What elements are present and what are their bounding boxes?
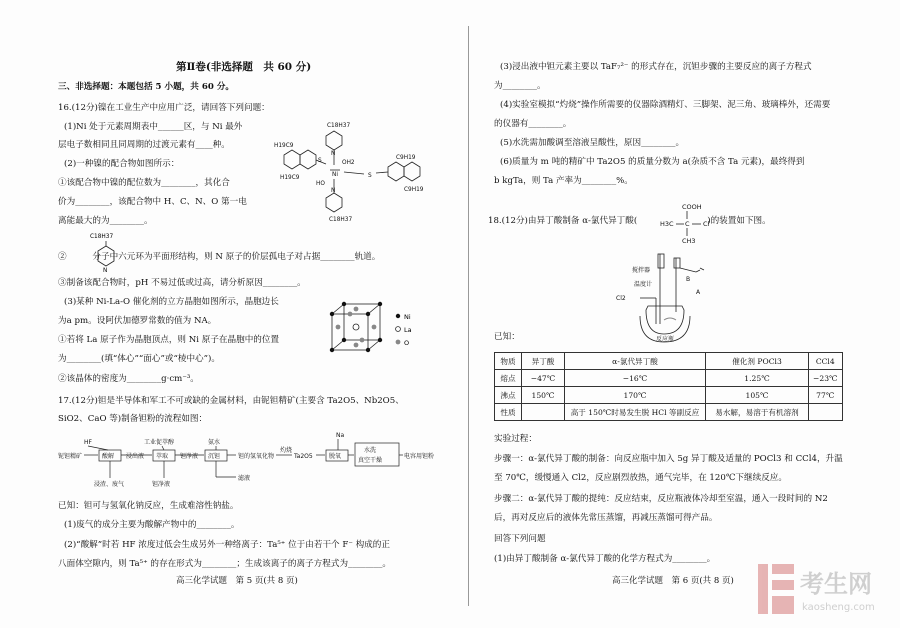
table-cell: 1.25℃ (706, 370, 809, 387)
q16-line1: (1)Ni 处于元素周期表中______区，与 Ni 最外 (64, 122, 243, 132)
step1-line1: 步骤一：α-氯代异丁酸的制备：向反应瓶中加入 5g 异丁酸及适量的 POCl3 和 CCl4，升温 (494, 454, 843, 464)
properties-table (494, 352, 843, 421)
table-cell: 沸点 (495, 387, 522, 404)
q16-line12: 为________(填“体心”“面心”或“棱中心”)。 (58, 354, 220, 364)
table-header-cell: 催化剂 POCl3 (706, 353, 809, 370)
app-thermo: 温度计 (634, 281, 653, 288)
mol-c9h19-bot: C9H19 (404, 187, 424, 193)
legend-o: O (404, 339, 410, 347)
table-header-cell: CCl4 (809, 353, 843, 370)
reaction-apparatus (604, 252, 724, 344)
table-cell: −16℃ (565, 370, 706, 387)
answer-1: (1)由异丁酸制备 α-氯代异丁酸的化学方程式为________。 (494, 554, 716, 564)
table-header-row (495, 353, 843, 370)
answer-label: 回答下列问题 (494, 534, 546, 544)
flow-leach-liq: 浸出液 (126, 453, 145, 460)
table-row (495, 404, 843, 421)
q16-line10: 为a pm。设阿伏加德罗常数的值为 NA。 (58, 316, 217, 326)
crystal-cell-diagram (326, 298, 444, 362)
app-a: A (696, 289, 701, 296)
q17-right-line4: 的仪器有________。 (494, 119, 572, 129)
table-cell: 高于 150℃时易发生脱 HCl 等副反应 (565, 404, 706, 421)
flow-filtrate: 滤液 (238, 475, 251, 482)
flow-wash: 水洗 (364, 447, 377, 454)
pyridine-structure (86, 228, 126, 274)
pyridine-n: N (103, 268, 108, 274)
table-row (495, 370, 843, 387)
table-cell: 性质 (495, 404, 522, 421)
table-cell: −47℃ (522, 370, 565, 387)
mol-s-right: S (368, 173, 372, 179)
flow-ext-agent: 工业促萃醇 (144, 439, 175, 446)
q17-right-line6: (6)质量为 m 吨的精矿中 Ta2O5 的质量分数为 a(杂质不含 Ta 元素)，最终得到 (500, 157, 805, 167)
step2-line2: 后，再对反应后的液体先常压蒸馏，再减压蒸馏可得产品。 (494, 513, 718, 523)
legend-la: La (404, 326, 412, 334)
nickel-complex-structure (270, 117, 440, 225)
q16-line2: 层电子数相同且同周期的过渡元素有____种。 (58, 140, 230, 150)
mol-s-left: S (318, 158, 322, 164)
app-stirrer: 搅拌器 (632, 267, 651, 274)
kaosheng-watermark-logo (752, 556, 892, 622)
formula-ch3: CH3 (682, 237, 696, 245)
table-cell: 105℃ (706, 387, 809, 404)
q17-line1: 已知：钽可与氢氧化钠反应，生成难溶性钠盐。 (58, 501, 239, 511)
left-footer: 高三化学试题 第 5 页(共 8 页) (176, 576, 298, 586)
right-footer: 高三化学试题 第 6 页(共 8 页) (612, 576, 734, 586)
q16-line8: ③制备该配合物时，pH 不易过低或过高，请分析原因________。 (58, 278, 306, 288)
flow-raffinate: 钽净液 (180, 453, 199, 460)
table-row (495, 387, 843, 404)
flow-ore: 铌钽精矿 (58, 453, 83, 460)
part-heading: 三、非选择题：本题包括 5 小题，共 60 分。 (58, 82, 235, 92)
legend-ni: Ni (404, 313, 411, 321)
table-header-cell: 物质 (495, 353, 522, 370)
column-divider (468, 26, 469, 606)
q17-stem2: SiO2、CaO 等)制备钽粉的流程如图： (58, 414, 208, 424)
app-cl2: Cl2 (616, 295, 626, 302)
table-cell (522, 404, 565, 421)
flow-hf: HF (84, 439, 92, 446)
q18-stem-b: )的装置如下图。 (707, 216, 771, 226)
table-header-cell: α-氯代异丁酸 (565, 353, 706, 370)
q17-right-line2: 为________。 (494, 81, 546, 91)
q18-stem (488, 214, 771, 229)
pyridine-label: C18H37 (90, 234, 114, 240)
mol-c9h19-top: C9H19 (396, 155, 416, 161)
exp-label: 实验过程： (494, 434, 537, 444)
flow-raff-waste: 钽净液 (152, 481, 171, 488)
watermark-cn: 考生网 (800, 570, 872, 598)
app-b: B (686, 276, 691, 283)
q16-line4: ①该配合物中镍的配位数为________，其化合 (58, 178, 230, 188)
q17-right-line1: (3)浸出液中钽元素主要以 TaF₇²⁻ 的形式存在，沉钽步骤的主要反应的离子方程式 (500, 62, 812, 72)
process-flow-diagram (58, 428, 438, 496)
table-cell: 易水解，易溶于有机溶剂 (706, 404, 809, 421)
flow-burn: 灼烧 (280, 447, 293, 454)
flow-ta2o5: Ta2O5 (294, 453, 313, 460)
q17-line4: 八面体空隙内，则 Ta⁵⁺ 的存在形式为________；生成该离子的离子方程式为________。 (58, 559, 392, 569)
q16-line13: ②该晶体的密度为________g·cm⁻³。 (58, 374, 199, 384)
mol-ni: Ni (332, 172, 338, 178)
flow-product: 电容用钽粉 (404, 453, 435, 460)
formula-cl: Cl (703, 220, 710, 228)
q17-stem: 17.(12分)钽是半导体和军工不可或缺的金属材料，由铌钽精矿(主要含 Ta2O5、Nb2O5、 (58, 396, 404, 406)
q16-line9: (3)某种 Ni-La-O 催化剂的立方晶胞如图所示，晶胞边长 (64, 297, 279, 307)
formula-c: C (685, 220, 690, 228)
q16-line7: ② 分子中六元环为平面形结构，则 N 原子的价层孤电子对占据________轨道。 (58, 252, 381, 262)
mol-ho: HO (316, 181, 325, 187)
mol-c18h37-bot: C18H37 (329, 217, 353, 223)
flow-leach: 酸解 (102, 453, 115, 460)
q16-line6: 离能最大的为________。 (58, 216, 153, 226)
mol-n-bot: N (331, 188, 336, 194)
flow-residue: 浸渣、废气 (94, 481, 125, 488)
watermark-en: kaosheng.com (802, 602, 875, 613)
q16-line5: 价为________，该配合物中 H、C、N、O 第一电 (58, 197, 247, 207)
section-title: 第Ⅱ卷(非选择题 共 60 分) (176, 61, 312, 73)
flow-hydroxide: 钽的氢氧化物 (238, 453, 275, 460)
q17-line3: (2)“酸解”时若 HF 浓度过低会生成另外一种络离子：Ta⁵⁺ 位于由若干个 F⁻ 构成的正 (64, 540, 390, 550)
flow-ammonia: 氨水 (208, 439, 221, 446)
table-cell (809, 404, 843, 421)
q17-right-line5: (5)水洗需加酸调至溶液呈酸性，原因________。 (500, 138, 685, 148)
table-cell: 77℃ (809, 387, 843, 404)
q17-right-line7: b kgTa，则 Ta 产率为________%。 (494, 176, 633, 186)
q16-line3: (2)一种镍的配合物如图所示： (64, 159, 180, 169)
mol-oh2: OH2 (342, 160, 355, 166)
step1-line2: 至 70℃，缓慢通入 Cl2，反应剧烈放热，通气完毕，在 120℃下继续反应。 (494, 473, 787, 483)
known-label: 已知： (494, 332, 520, 342)
app-flask: 反应瓶 (656, 336, 675, 343)
q16-stem: 16.(12分)镍在工业生产中应用广泛，请回答下列问题： (58, 103, 270, 113)
mol-n-top: N (331, 151, 336, 157)
flow-reduce: 脱氧 (329, 453, 342, 460)
flow-extract: 萃取 (156, 453, 169, 460)
chloroisobutyric-formula (660, 202, 720, 246)
q17-right-line3: (4)实验室模拟“灼烧”操作所需要的仪器除酒精灯、三脚架、泥三角、玻璃棒外，还需要 (500, 100, 831, 110)
table-cell: 170℃ (565, 387, 706, 404)
q18-stem-a: 18.(12分)由异丁酸制备 α-氯代异丁酸( (488, 216, 638, 226)
formula-h3c: H3C (660, 220, 674, 228)
mol-h19c9-a: H19C9 (274, 143, 294, 149)
table-header-cell: 异丁酸 (522, 353, 565, 370)
flow-dry: 真空干燥 (358, 457, 383, 464)
table-cell: −23℃ (809, 370, 843, 387)
q17-line2: (1)废气的成分主要为酸解产物中的________。 (64, 520, 240, 530)
step2-line1: 步骤二：α-氯代异丁酸的提纯：反应结束，反应瓶液体冷却至室温，通入一段时间的 N2 (494, 494, 828, 504)
mol-h19c9-b: H19C9 (280, 175, 300, 181)
flow-na: Na (336, 432, 345, 439)
formula-cooh: COOH (682, 203, 702, 211)
table-cell: 150℃ (522, 387, 565, 404)
q16-line11: ①若将 La 原子作为晶胞顶点，则 Ni 原子在晶胞中的位置 (58, 335, 280, 345)
table-cell: 熔点 (495, 370, 522, 387)
mol-c18h37-top: C18H37 (327, 123, 351, 129)
flow-precip: 沉钽 (208, 453, 221, 460)
